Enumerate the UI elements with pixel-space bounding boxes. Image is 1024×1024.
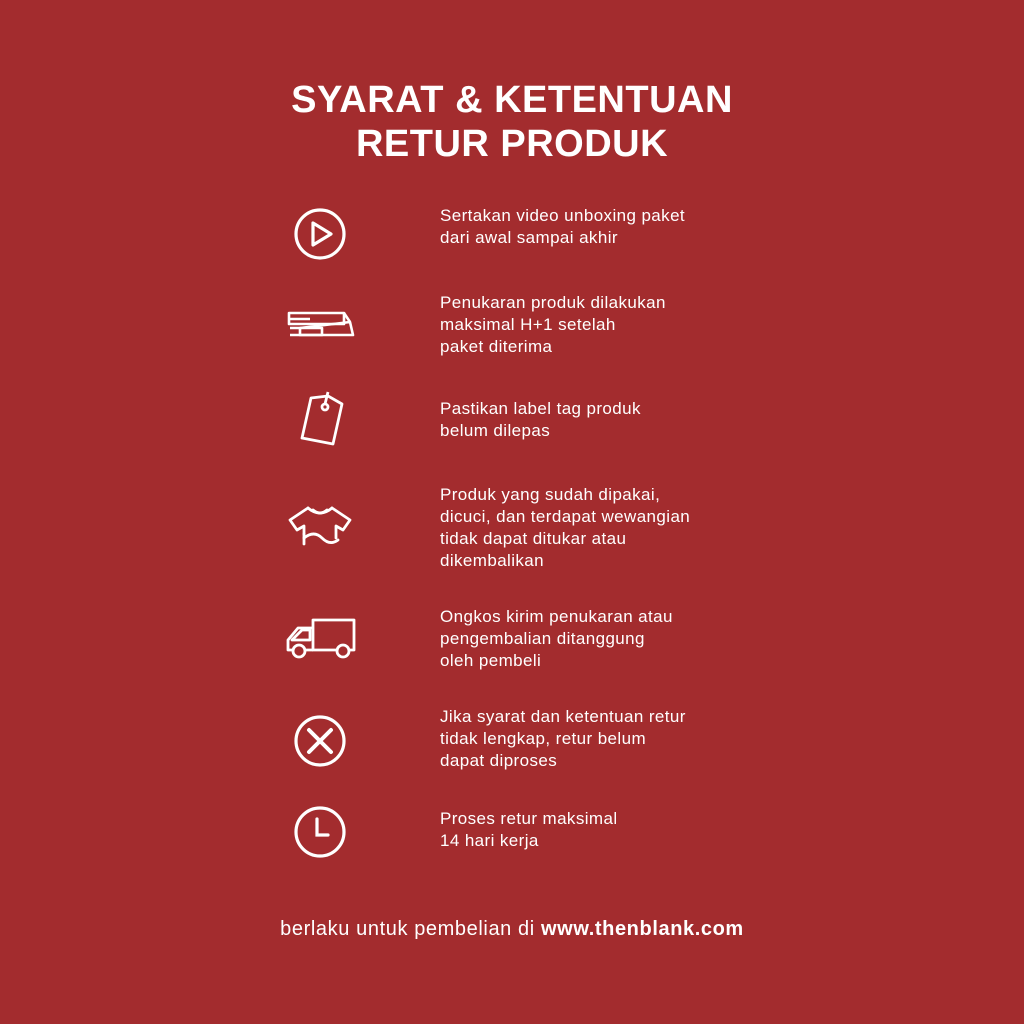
item-text	[440, 606, 770, 672]
item-text-line: paket diterima	[440, 337, 553, 356]
item-text-line: tidak lengkap, retur belum	[440, 729, 647, 748]
clock-icon	[280, 802, 360, 862]
item-text	[440, 706, 770, 772]
item-text-line: Sertakan video unboxing paket	[440, 206, 686, 225]
footer	[0, 918, 1024, 941]
item-text	[440, 292, 770, 358]
play-circle-icon	[280, 205, 360, 265]
item-text	[440, 205, 770, 249]
item-text-line: dicuci, dan terdapat wewangian	[440, 507, 691, 526]
title-line-2: RETUR PRODUK	[355, 123, 669, 165]
item-text-line: Produk yang sudah dipakai,	[440, 485, 661, 504]
item-text-line: dari awal sampai akhir	[440, 228, 618, 247]
footer-prefix: berlaku untuk pembelian di	[280, 918, 535, 940]
exchange-package-icon	[280, 294, 360, 354]
item-text-line: maksimal H+1 setelah	[440, 315, 616, 334]
item-text-line: tidak dapat ditukar atau	[440, 529, 627, 548]
item-text	[440, 484, 770, 572]
item-text-line: dapat diproses	[440, 751, 558, 770]
item-text-line: oleh pembeli	[440, 651, 542, 670]
title-line-1: SYARAT & KETENTUAN	[291, 79, 733, 121]
item-text-line: pengembalian ditanggung	[440, 629, 645, 648]
item-text-line: 14 hari kerja	[440, 831, 539, 850]
footer-url-link[interactable]: www.thenblank.com	[541, 918, 744, 940]
item-text	[440, 398, 770, 442]
item-text-line: Proses retur maksimal	[440, 809, 618, 828]
page-title	[0, 78, 1024, 166]
item-text-line: Penukaran produk dilakukan	[440, 293, 666, 312]
shirt-icon	[280, 500, 360, 560]
item-text	[440, 808, 770, 852]
label-tag-icon	[280, 390, 360, 450]
item-text-line: Pastikan label tag produk	[440, 399, 641, 418]
item-text-line: Ongkos kirim penukaran atau	[440, 607, 673, 626]
item-text-line: belum dilepas	[440, 421, 551, 440]
item-text-line: dikembalikan	[440, 551, 545, 570]
close-circle-icon	[280, 712, 360, 772]
item-text-line: Jika syarat dan ketentuan retur	[440, 707, 686, 726]
delivery-truck-icon	[280, 610, 360, 670]
